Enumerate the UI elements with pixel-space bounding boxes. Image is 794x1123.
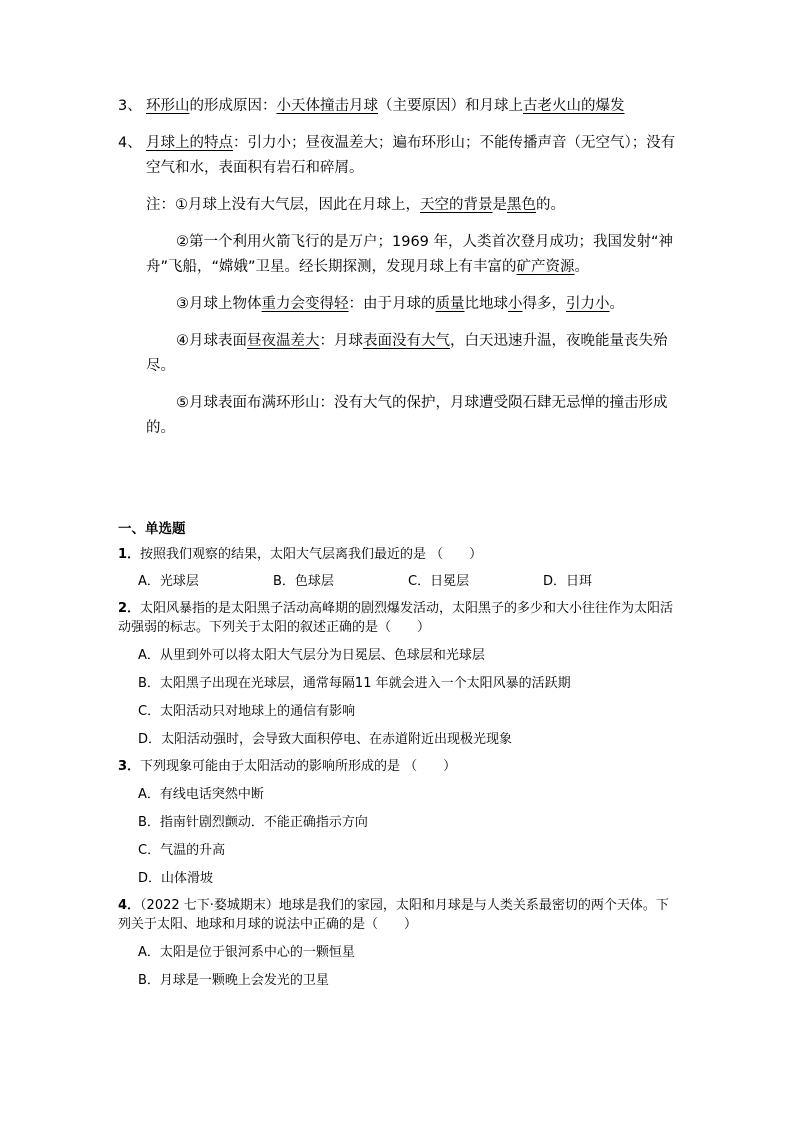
note-3 bbox=[118, 292, 678, 317]
note-item-4 bbox=[118, 131, 678, 181]
item-number: 4、 bbox=[118, 135, 142, 151]
underlined-term: 古老火山的爆发 bbox=[523, 98, 625, 114]
underlined-term: 矿产资源 bbox=[516, 259, 575, 275]
underlined-term: 质量 bbox=[435, 296, 465, 312]
question-text: 按照我们观察的结果，太阳大气层离我们最近的是 （ ） bbox=[140, 547, 483, 562]
question-number: 3． bbox=[118, 759, 141, 774]
option-d: D．日珥 bbox=[543, 574, 593, 589]
underlined-term: 小天体撞击月球 bbox=[276, 98, 378, 114]
option-a: A．太阳是位于银河系中心的一颗恒星 bbox=[138, 945, 355, 960]
option-c: C．气温的升高 bbox=[138, 843, 226, 858]
option-c: C．日冕层 bbox=[408, 574, 470, 589]
text: ②第一个利用火箭飞行的是万户；1969 年，人类首次登月成功；我国发射“神舟”飞船，“嫦娥”卫星。经长期探测，发现月球上有丰富的 bbox=[146, 234, 674, 275]
question-text: （2022 七下·婺城期末）地球是我们的家园，太阳和月球是与人类关系最密切的两个天体。下列关于太阳、地球和月球的说法中正确的是（ ） bbox=[118, 898, 669, 932]
underlined-term: 环形山 bbox=[146, 98, 190, 114]
option-d: D．山体滑坡 bbox=[138, 871, 214, 886]
underlined-term: 天空的背景 bbox=[420, 197, 493, 213]
question-2 bbox=[118, 599, 678, 749]
underlined-term: 表面没有大气 bbox=[363, 333, 450, 349]
text: 比地球 bbox=[464, 296, 508, 312]
note-1 bbox=[118, 193, 678, 218]
question-text: 太阳风暴指的是太阳黑子活动高峰期的剧烈爆发活动，太阳黑子的多少和大小往往作为太阳活动强弱的标志。下列关于太阳的叙述正确的是（ ） bbox=[118, 601, 674, 635]
text: ，白天迅速升温，夜晚能量丧失殆尽。 bbox=[146, 333, 668, 374]
option-d: D．太阳活动强时，会导致大面积停电、在赤道附近出现极光现象 bbox=[138, 732, 513, 747]
text: ：月球 bbox=[319, 333, 363, 349]
question-number: 4． bbox=[118, 898, 141, 913]
underlined-term: 月球上的特点 bbox=[146, 135, 233, 151]
question-4 bbox=[118, 896, 678, 990]
quiz-section bbox=[118, 520, 678, 998]
option-a: A．光球层 bbox=[138, 574, 199, 589]
note-item-3 bbox=[118, 94, 678, 119]
question-number: 1． bbox=[118, 547, 141, 562]
text: ⑤月球表面布满环形山：没有大气的保护，月球遭受陨石肆无忌惮的撞击形成的。 bbox=[146, 395, 668, 436]
option-a: A．从里到外可以将太阳大气层分为日冕层、色球层和光球层 bbox=[138, 648, 485, 663]
option-c: C．太阳活动只对地球上的通信有影响 bbox=[138, 704, 356, 719]
option-b: B．指南针剧烈颤动．不能正确指示方向 bbox=[138, 815, 368, 830]
underlined-term: 重力会变得轻 bbox=[261, 296, 349, 312]
question-number: 2． bbox=[118, 601, 141, 616]
text: ③月球上物体 bbox=[176, 296, 262, 312]
text: 的。 bbox=[536, 197, 565, 213]
item-number: 3、 bbox=[118, 98, 142, 114]
text: 。 bbox=[609, 296, 624, 312]
text: 的形成原因： bbox=[189, 98, 277, 114]
note-4 bbox=[118, 329, 678, 379]
question-1 bbox=[118, 545, 678, 591]
text: 注：①月球上没有大气层，因此在月球上， bbox=[146, 197, 420, 213]
underlined-term: 黑色 bbox=[507, 197, 536, 213]
underlined-term: 昼夜温差大 bbox=[247, 333, 320, 349]
option-b: B．色球层 bbox=[273, 574, 334, 589]
note-2 bbox=[118, 230, 678, 280]
text: （主要原因）和月球上 bbox=[378, 98, 523, 114]
options bbox=[118, 572, 678, 591]
text: ：由于月球的 bbox=[348, 296, 436, 312]
underlined-term: 引力小 bbox=[566, 296, 610, 312]
question-text: 下列现象可能由于太阳活动的影响所形成的是 （ ） bbox=[140, 759, 457, 774]
text: ：引力小；昼夜温差大；遍布环形山；不能传播声音（无空气）；没有空气和水，表面积有岩石和碎屑。 bbox=[146, 135, 676, 176]
section-title: 一、单选题 bbox=[118, 521, 186, 537]
option-a: A．有线电话突然中断 bbox=[138, 787, 264, 802]
option-b: B．月球是一颗晚上会发光的卫星 bbox=[138, 973, 329, 988]
text: 是 bbox=[492, 197, 507, 213]
moon-notes bbox=[118, 94, 678, 453]
text: 。 bbox=[574, 259, 590, 275]
text: 得多， bbox=[522, 296, 566, 312]
question-3 bbox=[118, 757, 678, 888]
option-b: B．太阳黑子出现在光球层，通常每隔11 年就会进入一个太阳风暴的活跃期 bbox=[138, 676, 571, 691]
note-5 bbox=[118, 391, 678, 441]
underlined-term: 小 bbox=[508, 296, 523, 312]
text: ④月球表面 bbox=[176, 333, 247, 349]
